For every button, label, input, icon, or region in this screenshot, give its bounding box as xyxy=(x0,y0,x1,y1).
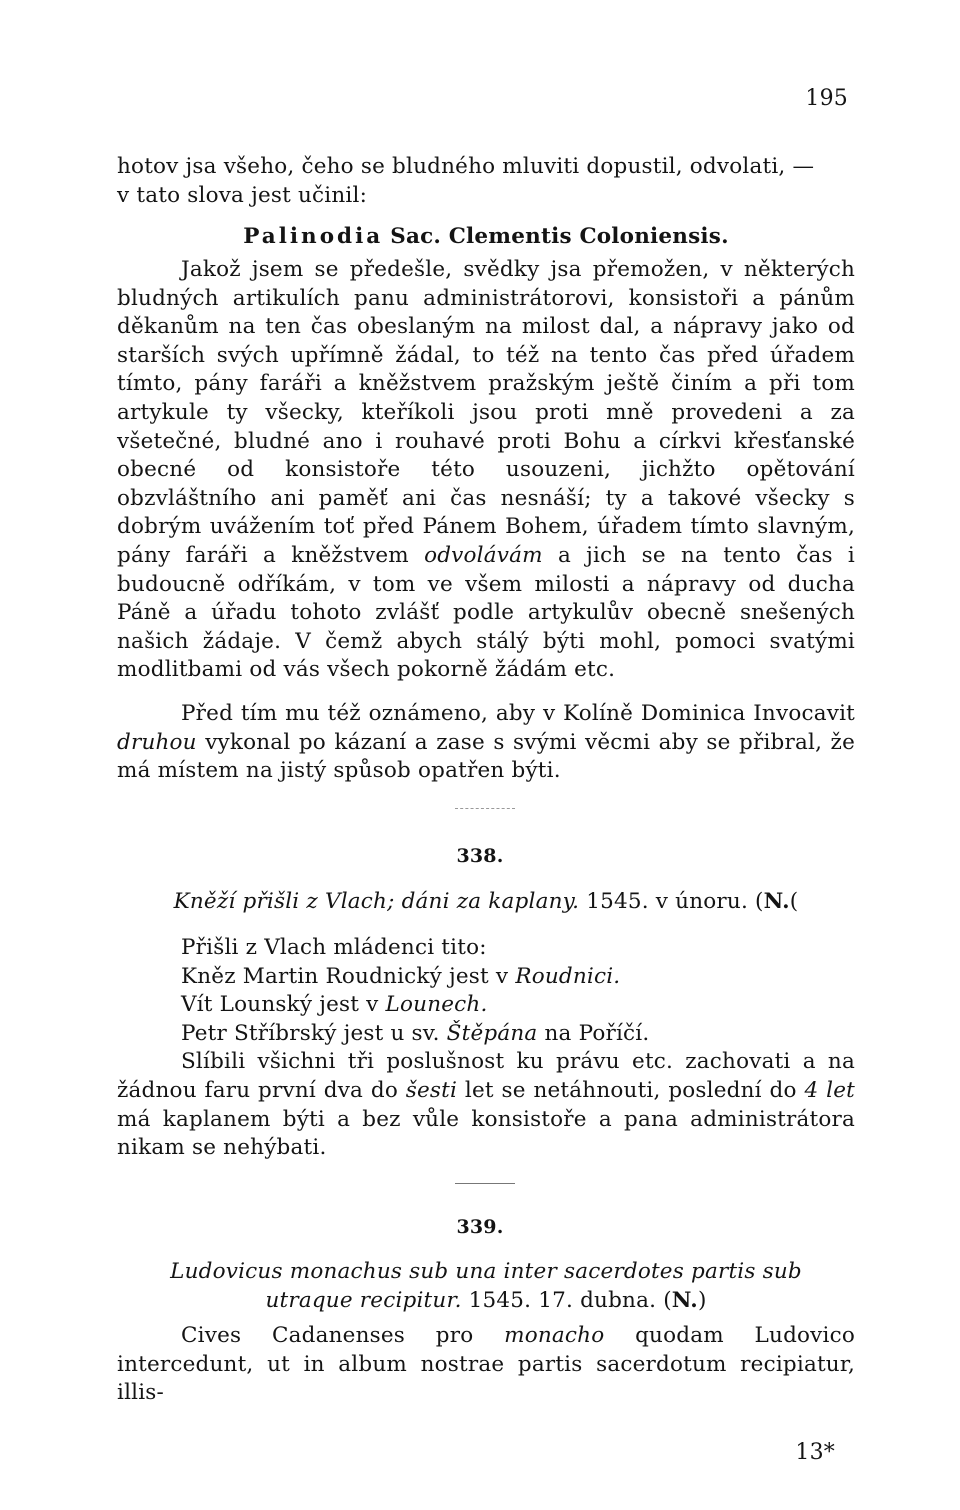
intro-line-2: v tato slova jest učinil: xyxy=(117,182,368,208)
palinodia-p2-a: Před tím mu též oznámeno, aby v Kolíně Dominica Invocavit xyxy=(181,701,855,726)
palinodia-paragraph-1 xyxy=(117,256,855,685)
palinodia-title-rest: Sac. Clementis Coloniensis. xyxy=(390,224,729,249)
section-338-line-2 xyxy=(117,963,855,992)
section-338-heading xyxy=(117,889,855,914)
section-338-body xyxy=(117,934,855,1163)
section-339-para-emph: monacho xyxy=(504,1323,605,1348)
section-338-line-3-a: Vít Lounský jest v xyxy=(181,992,379,1018)
section-338-line-2-place: Roudnici. xyxy=(515,963,621,989)
section-338-line-4-b: na Poříčí. xyxy=(544,1020,650,1046)
section-338-paragraph xyxy=(117,1048,855,1162)
section-338-line-3 xyxy=(117,991,855,1020)
section-338-line-4-place: Štěpána xyxy=(446,1020,538,1046)
section-338-line-1: Přišli z Vlach mládenci tito: xyxy=(181,935,487,960)
section-339-source-close: ) xyxy=(697,1287,707,1313)
section-338-line-4 xyxy=(117,1020,855,1049)
section-338-heading-date: 1545. v únoru. xyxy=(586,889,748,914)
section-338-para-b: let se netáhnouti, poslední do xyxy=(464,1077,797,1103)
section-339-heading-line-1: Ludovicus monachus sub una inter sacerdotes partis sub xyxy=(170,1259,802,1284)
section-339-heading-source xyxy=(663,1288,706,1313)
palinodia-title-spaced: Palinodia xyxy=(243,224,384,249)
palinodia-p1-text xyxy=(117,256,855,685)
section-338-para-emph-2: 4 let xyxy=(804,1077,855,1103)
section-339-source-letter: N. xyxy=(671,1287,698,1313)
section-338-number: 338. xyxy=(456,845,504,867)
palinodia-paragraph-2 xyxy=(117,700,855,786)
palinodia-p1-b: a jich se na tento čas i budoucně odříkám, v tom ve všem milosti a nápravy od ducha Páně a úřadu tohoto zvlášť podle artykulův obecně snešených našich žádaje. V čemž abych stálý býti mohl, pomoci svatými modlitbami od vás všech pokorně žádám etc. xyxy=(117,542,855,683)
palinodia-p1-a: Jakož jsem se předešle, svědky jsa přemožen, v některých bludných artikulích panu administrátorovi, konsistoři a pánům děkanům na ten čas obeslaným na milost dal, a nápravy jako od starších svých upřímně žádal, to též na tento čas před úřadem tímto, pány faráři a kněžstvem pražským ještě činím a při tom artykule ty všecky, kteříkoli jsou proti mně provedeni a za všetečné, bludné ano i rouhavé proti Bohu a církvi křesťanské obecné od konsistoře této usouzeni, jichžto opětování obzvláštního ani paměť ani čas nesnáší; ty a takové všecky s dobrým uvážením toť před Pánem Bohem, úřadem tímto slavným, pány faráři a kněžstvem xyxy=(117,257,855,568)
palinodia-p2-text xyxy=(117,700,855,786)
section-339-heading xyxy=(117,1258,855,1315)
section-338-line-2-a: Kněz Martin Roudnický jest v xyxy=(181,963,509,989)
section-339-para-a: Cives Cadanenses pro xyxy=(181,1323,474,1348)
section-339-para-b: quodam Ludovico intercedunt, ut in album nostrae partis sacerdotum recipiatur, illis- xyxy=(117,1323,855,1406)
section-338-heading-title: Kněží přišli z Vlach; dáni za kaplany. xyxy=(173,889,580,914)
intro-paragraph xyxy=(117,153,855,210)
signature-mark: 13* xyxy=(795,1440,835,1465)
section-338-source-open: ( xyxy=(755,889,764,914)
section-338-line-3-place: Lounech. xyxy=(385,992,488,1018)
page-number: 195 xyxy=(805,86,848,111)
intro-line-1: hotov jsa všeho, čeho se bludného mluviti dopustil, odvolati, — xyxy=(117,154,815,179)
section-338-source-letter: N. xyxy=(763,889,790,914)
section-339-heading-line-2 xyxy=(117,1287,855,1316)
section-339-heading-title: utraque recipitur. xyxy=(265,1287,462,1313)
palinodia-p1-emph: odvolávám xyxy=(424,542,543,568)
palinodia-title xyxy=(117,224,855,249)
section-divider-2 xyxy=(455,1183,515,1184)
section-338-para-c: má kaplanem býti a bez vůle konsistoře a pana administrátora nikam se nehýbati. xyxy=(117,1106,855,1161)
section-338-para-emph-1: šesti xyxy=(405,1077,458,1103)
section-338-source-close: ( xyxy=(789,889,799,914)
section-338-heading-source xyxy=(755,889,798,914)
section-338-para-a: Slíbili všichni tři poslušnost ku právu etc. zachovati a na žádnou faru první dva do xyxy=(117,1049,855,1103)
section-339-heading-date: 1545. 17. dubna. xyxy=(468,1287,657,1313)
section-divider-1 xyxy=(455,808,515,809)
palinodia-p2-b: vykonal po kázaní a zase s svými věcmi aby se přibral, že má místem na jistý spůsob opatřen býti. xyxy=(117,729,855,784)
section-339-number: 339. xyxy=(456,1216,504,1238)
palinodia-p2-emph: druhou xyxy=(117,729,197,755)
section-339-paragraph xyxy=(117,1322,855,1408)
section-339-body xyxy=(117,1322,855,1408)
section-338-line-4-a: Petr Stříbrský jest u sv. xyxy=(181,1020,440,1046)
section-339-source-open: ( xyxy=(663,1287,672,1313)
